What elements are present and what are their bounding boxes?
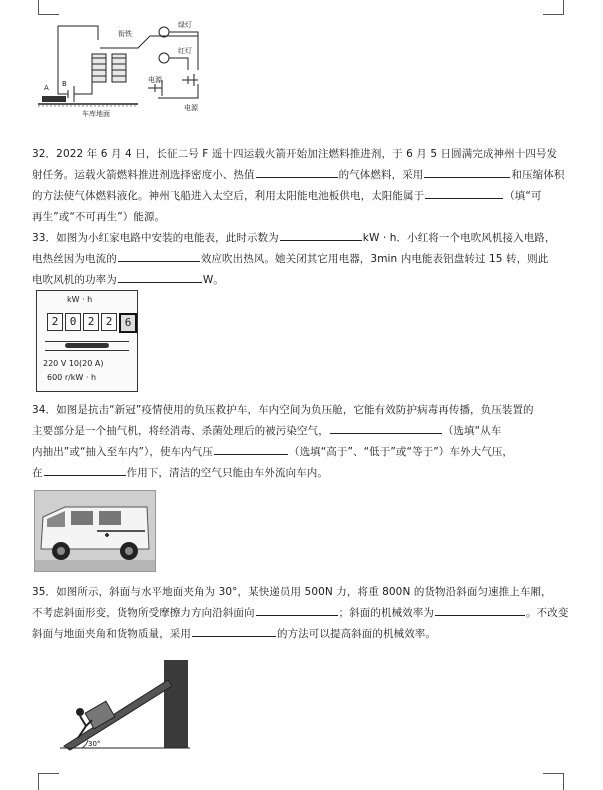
ramp-figure: [60, 660, 190, 752]
q32-line-2: 射任务。运载火箭燃料推进剂选择密度小、热值 的气体燃料，采用 和压缩体积: [32, 165, 577, 186]
q32-blank-1[interactable]: [256, 165, 338, 178]
q32-blank-3[interactable]: [425, 186, 503, 199]
crop-mark-top-right: [543, 0, 564, 15]
question-35: [32, 582, 577, 645]
q35-line-3: 斜面与地面夹角和货物质量，采用 的方法可以提高斜面的机械效率。: [32, 624, 577, 645]
q32-line-4: 再生”或“不可再生”）能源。: [32, 211, 166, 223]
label-power-2: 电源: [184, 104, 198, 112]
crop-mark-top-left: [38, 0, 59, 15]
q34-line-2: 主要部分是一个抽气机，将经消毒、杀菌处理后的被污染空气， （选填“从车: [32, 421, 577, 442]
label-red-lamp: 红灯: [178, 47, 192, 55]
ramp-angle-label: 30°: [88, 740, 101, 748]
meter-digit-5: 6: [119, 313, 137, 333]
meter-disc: [45, 341, 129, 351]
q34-blank-1[interactable]: [330, 421, 442, 434]
meter-digit-1: 2: [47, 313, 63, 331]
label-green-lamp: 绿灯: [178, 21, 192, 29]
q35-blank-1[interactable]: [256, 603, 338, 616]
label-point-a: A: [44, 84, 49, 92]
meter-digit-2: 0: [65, 313, 81, 331]
question-34: [32, 400, 577, 484]
q33-blank-1[interactable]: [280, 228, 362, 241]
meter-digit-4: 2: [101, 313, 117, 331]
label-ground: 车库地面: [82, 110, 110, 118]
q34-blank-3[interactable]: [44, 463, 126, 476]
q35-line-1: 35．如图所示，斜面与水平地面夹角为 30°，某快递员用 500N 力，将重 800N 的货物沿斜面匀速推上车厢，: [32, 586, 552, 598]
q35-blank-2[interactable]: [435, 603, 525, 616]
relay-circuit-figure: [38, 18, 218, 120]
electricity-meter-figure: [36, 290, 138, 392]
q35-blank-3[interactable]: [192, 624, 276, 637]
meter-disc-mark: [65, 343, 109, 348]
q32-line-1: 32．2022 年 6 月 4 日，长征二号 F 遥十四运载火箭开始加注燃料推进剂，于 6 月 5 日圆满完成神州十四号发: [32, 148, 558, 160]
crop-mark-bottom-right: [543, 773, 564, 790]
q32-blank-2[interactable]: [424, 165, 510, 178]
q35-line-2: 不考虑斜面形变，货物所受摩擦力方向沿斜面向 ；斜面的机械效率为 。不改变: [32, 603, 577, 624]
q34-blank-2[interactable]: [214, 442, 288, 455]
question-32: [32, 144, 577, 228]
q34-line-1: 34．如图是抗击“新冠”疫情使用的负压救护车，车内空间为负压舱，它能有效防护病毒再传播，负压装置的: [32, 404, 534, 416]
q33-blank-2[interactable]: [118, 249, 200, 262]
q33-line-1: 33．如图为小红家电路中安装的电能表，此时示数为 kW · h．小红将一个电吹风机接入电路，: [32, 228, 577, 249]
meter-digits: [47, 313, 137, 333]
meter-unit: kW · h: [67, 295, 93, 304]
label-armature: 衔铁: [118, 30, 132, 38]
q32-line-3: 的方法使气体燃料液化。神州飞船进入太空后，利用太阳能电池板供电，太阳能属于 （填“可: [32, 186, 577, 207]
crop-mark-bottom-left: [38, 773, 59, 790]
q33-blank-3[interactable]: [118, 270, 202, 283]
q34-line-4: 在 作用下，清洁的空气只能由车外流向车内。: [32, 463, 577, 484]
q33-line-3: 电吹风机的功率为 W。: [32, 270, 577, 291]
q33-line-2: 电热丝因为电流的 效应吹出热风。她关闭其它用电器，3min 内电能表铝盘转过 15 转，则此: [32, 249, 577, 270]
label-point-b: B: [62, 80, 67, 88]
label-power-1: 电源: [148, 76, 162, 84]
meter-spec: 220 V 10(20 A): [43, 359, 104, 368]
ambulance-photo: [34, 490, 156, 572]
question-33: [32, 228, 577, 291]
meter-digit-3: 2: [83, 313, 99, 331]
q34-line-3: 内抽出”或“抽入至车内”），使车内气压 （选填“高于”、“低于”或“等于”）车外大气压，: [32, 442, 577, 463]
meter-rev: 600 r/kW · h: [47, 373, 97, 382]
